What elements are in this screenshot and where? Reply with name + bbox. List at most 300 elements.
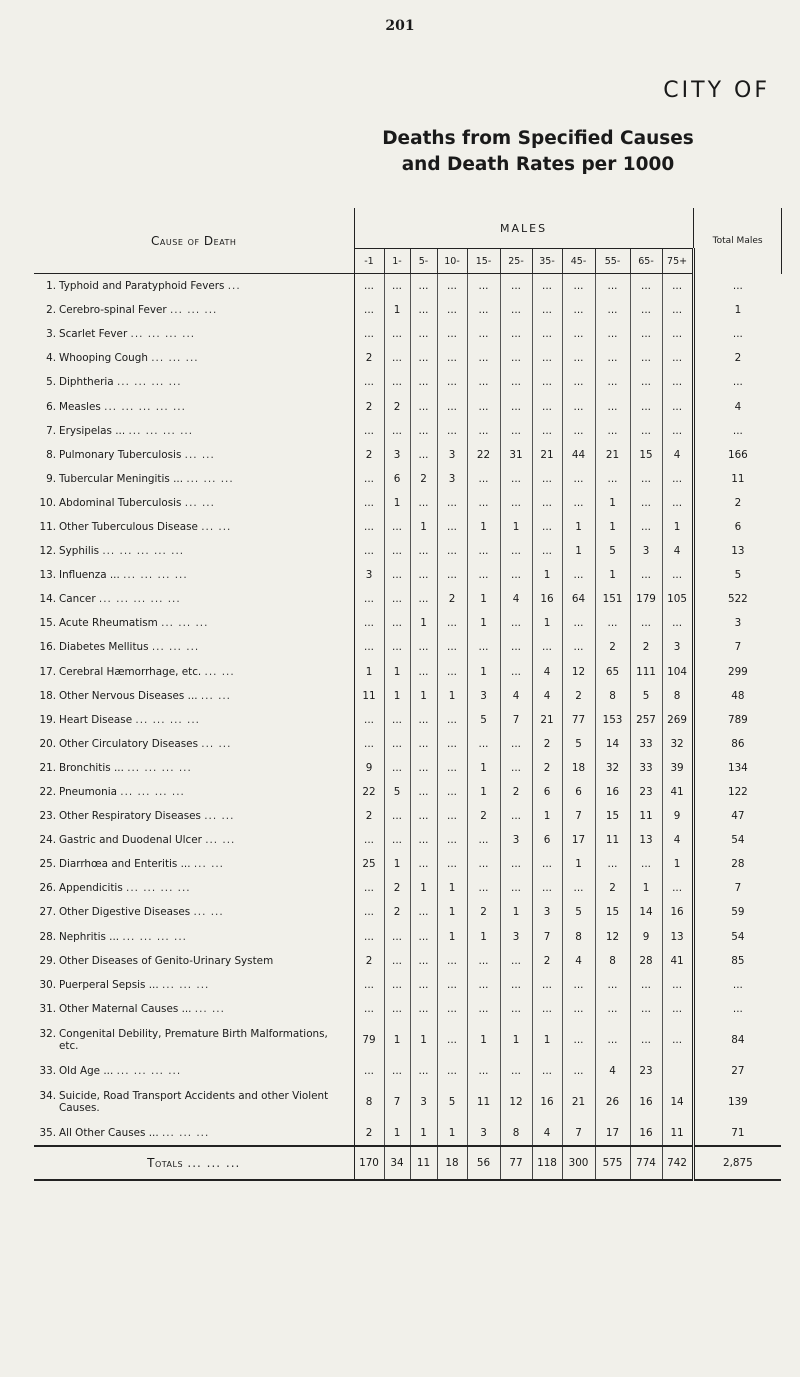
cause-label: Gastric and Duodenal Ulcer <box>59 834 202 847</box>
value-cell: 1 <box>384 298 410 322</box>
cause-label: Influenza ... <box>59 569 120 582</box>
value-cell: ... <box>467 563 500 587</box>
leader-dots: ... ... <box>205 834 236 847</box>
value-cell: ... <box>672 424 683 437</box>
table-row <box>34 708 781 732</box>
value-cell: ... <box>672 1002 683 1015</box>
cause-cell <box>34 274 354 299</box>
value-cell: 2 <box>467 900 500 924</box>
leader-dots: ... ... <box>204 665 235 678</box>
value-cell: 4 <box>562 949 595 973</box>
value-cell <box>662 1059 693 1083</box>
table-row <box>34 563 781 587</box>
value-cell: ... <box>410 780 437 804</box>
cause-label: Pneumonia <box>59 786 117 799</box>
value-cell: ... <box>354 876 384 900</box>
value-cell: ... <box>384 973 410 997</box>
value-cell: 151 <box>595 587 630 611</box>
value-cell: 3 <box>500 925 532 949</box>
value-cell: 33 <box>630 756 662 780</box>
value-cell: 21 <box>532 443 562 467</box>
value-cell: 3 <box>673 641 681 654</box>
value-cell: ... <box>354 611 384 635</box>
age-group-header: 75+ <box>662 249 693 274</box>
table-row <box>34 1021 781 1059</box>
cause-cell <box>34 973 354 997</box>
cause-label: Whooping Cough <box>59 352 148 365</box>
value-cell: ... <box>410 346 437 370</box>
value-cell: ... <box>532 539 562 563</box>
total-cell: 1 <box>693 298 781 322</box>
value-cell: 7 <box>500 708 532 732</box>
value-cell: 16 <box>630 1083 662 1121</box>
value-cell: 1 <box>532 1021 562 1059</box>
cause-cell <box>34 925 354 949</box>
row-number: 7. <box>46 424 56 437</box>
cause-label: Erysipelas ... <box>59 424 126 437</box>
value-cell: ... <box>500 732 532 756</box>
table-row <box>34 756 781 780</box>
cause-cell <box>34 370 354 394</box>
value-cell: 8 <box>595 684 630 708</box>
table-row <box>34 298 781 322</box>
value-cell: ... <box>467 298 500 322</box>
row-number: 1. <box>46 280 56 293</box>
cause-cell <box>34 780 354 804</box>
cause-cell <box>34 900 354 924</box>
value-cell: ... <box>410 370 437 394</box>
value-cell: 11 <box>630 804 662 828</box>
value-cell: ... <box>595 394 630 418</box>
value-cell: ... <box>630 274 662 299</box>
total-cell: 86 <box>693 732 781 756</box>
value-cell: 6 <box>532 828 562 852</box>
value-cell: ... <box>562 876 595 900</box>
value-cell: ... <box>437 611 467 635</box>
value-cell: ... <box>410 900 437 924</box>
value-cell: ... <box>532 322 562 346</box>
value-cell: 16 <box>630 1121 662 1146</box>
value-cell: 1 <box>532 804 562 828</box>
value-cell: ... <box>532 635 562 659</box>
leader-dots: ... ... <box>204 810 235 823</box>
value-cell: 65 <box>595 660 630 684</box>
value-cell: 6 <box>532 780 562 804</box>
value-cell: ... <box>354 973 384 997</box>
leader-dots: ... ... <box>200 689 231 702</box>
value-cell: ... <box>354 274 384 299</box>
cause-cell <box>34 563 354 587</box>
value-cell: ... <box>384 419 410 443</box>
totals-value-cell: 11 <box>410 1146 437 1180</box>
value-cell: ... <box>595 611 630 635</box>
value-cell: 9 <box>630 925 662 949</box>
table-row <box>34 346 781 370</box>
value-cell: 26 <box>595 1083 630 1121</box>
table-row <box>34 852 781 876</box>
leader-dots: ... ... <box>193 858 224 871</box>
value-cell: ... <box>595 467 630 491</box>
value-cell: ... <box>354 587 384 611</box>
value-cell: ... <box>354 515 384 539</box>
row-number: 15. <box>39 617 56 630</box>
cause-of-death-header: Cause of Death <box>34 208 354 274</box>
leader-dots: ... ... ... ... <box>116 376 182 389</box>
value-cell: 12 <box>500 1083 532 1121</box>
value-cell: 14 <box>630 900 662 924</box>
value-cell: ... <box>354 732 384 756</box>
value-cell: ... <box>672 280 683 293</box>
value-cell: 2 <box>532 949 562 973</box>
value-cell: 8 <box>562 925 595 949</box>
value-cell: ... <box>384 756 410 780</box>
value-cell: ... <box>354 997 384 1021</box>
value-cell: ... <box>500 370 532 394</box>
value-cell: ... <box>354 322 384 346</box>
value-cell: ... <box>384 370 410 394</box>
title-line-2: and Death Rates per 1000 <box>401 154 675 175</box>
value-cell: 2 <box>354 394 384 418</box>
cause-cell <box>34 1083 354 1121</box>
value-cell: ... <box>630 346 662 370</box>
total-cell: 3 <box>693 611 781 635</box>
value-cell: 2 <box>532 756 562 780</box>
value-cell: 13 <box>630 828 662 852</box>
row-number: 19. <box>39 713 56 726</box>
cause-label: Other Circulatory Diseases <box>59 737 198 750</box>
value-cell: ... <box>384 925 410 949</box>
value-cell: 1 <box>467 756 500 780</box>
value-cell: ... <box>630 419 662 443</box>
cause-cell <box>34 587 354 611</box>
value-cell: 11 <box>354 684 384 708</box>
value-cell: ... <box>437 539 467 563</box>
value-cell: ... <box>410 973 437 997</box>
value-cell: 1 <box>410 876 437 900</box>
row-number: 18. <box>39 689 56 702</box>
total-cell: 28 <box>693 852 781 876</box>
value-cell: 1 <box>630 876 662 900</box>
total-cell: 13 <box>693 539 781 563</box>
value-cell: ... <box>630 515 662 539</box>
cause-cell <box>34 419 354 443</box>
value-cell: ... <box>410 732 437 756</box>
row-number: 35. <box>39 1127 56 1140</box>
value-cell: 39 <box>670 761 684 774</box>
value-cell: ... <box>354 1059 384 1083</box>
value-cell: ... <box>672 978 683 991</box>
value-cell: 1 <box>384 1021 410 1059</box>
leader-dots: ... ... <box>201 520 232 533</box>
value-cell: 15 <box>595 900 630 924</box>
value-cell: 1 <box>384 1121 410 1146</box>
value-cell: ... <box>630 1021 662 1059</box>
value-cell: 28 <box>630 949 662 973</box>
value-cell: ... <box>562 346 595 370</box>
value-cell: 2 <box>384 876 410 900</box>
leader-dots: ... ... <box>184 448 215 461</box>
value-cell: ... <box>384 515 410 539</box>
cause-cell <box>34 298 354 322</box>
cause-cell <box>34 828 354 852</box>
value-cell: ... <box>354 539 384 563</box>
value-cell: ... <box>562 491 595 515</box>
value-cell: 12 <box>562 660 595 684</box>
value-cell: 8 <box>673 689 681 702</box>
row-number: 5. <box>46 376 56 389</box>
row-number: 11. <box>39 520 56 533</box>
value-cell: ... <box>410 298 437 322</box>
total-cell: 299 <box>693 660 781 684</box>
cause-cell <box>34 322 354 346</box>
totals-label-cell <box>34 1146 354 1180</box>
value-cell: ... <box>500 539 532 563</box>
total-cell: 7 <box>693 635 781 659</box>
value-cell: ... <box>672 352 683 365</box>
value-cell: ... <box>467 876 500 900</box>
value-cell: ... <box>410 322 437 346</box>
leader-dots: ... ... ... <box>151 641 200 654</box>
value-cell: 1 <box>500 515 532 539</box>
value-cell: ... <box>437 780 467 804</box>
value-cell: 21 <box>532 708 562 732</box>
value-cell: 1 <box>410 1121 437 1146</box>
value-cell: 1 <box>595 563 630 587</box>
value-cell: ... <box>630 298 662 322</box>
cause-label: Puerperal Sepsis ... <box>59 978 159 991</box>
value-cell: 2 <box>595 635 630 659</box>
value-cell: ... <box>500 394 532 418</box>
cause-label: Cerebral Hæmorrhage, etc. <box>59 665 202 678</box>
total-cell: 7 <box>693 876 781 900</box>
age-group-header: 35- <box>532 249 562 274</box>
page-number: 201 <box>385 18 415 34</box>
value-cell: ... <box>500 563 532 587</box>
leader-dots: ... ... <box>194 1002 225 1015</box>
cause-label: Appendicitis <box>59 882 123 895</box>
value-cell: ... <box>467 1059 500 1083</box>
row-number: 25. <box>39 858 56 871</box>
leader-dots: ... ... ... <box>186 472 234 485</box>
value-cell: 1 <box>384 491 410 515</box>
value-cell: ... <box>410 925 437 949</box>
value-cell: 41 <box>670 786 684 799</box>
value-cell: ... <box>467 949 500 973</box>
value-cell: 1 <box>467 515 500 539</box>
leader-dots: ... <box>227 280 241 293</box>
value-cell: ... <box>630 973 662 997</box>
value-cell: ... <box>500 491 532 515</box>
value-cell: ... <box>384 346 410 370</box>
page-title <box>288 126 788 178</box>
value-cell: ... <box>384 1059 410 1083</box>
value-cell: ... <box>354 419 384 443</box>
males-header: MALES <box>354 208 693 249</box>
table-row <box>34 322 781 346</box>
total-cell: 27 <box>693 1059 781 1083</box>
row-number: 9. <box>46 472 56 485</box>
cause-cell <box>34 491 354 515</box>
value-cell: 3 <box>354 563 384 587</box>
total-cell: 47 <box>693 804 781 828</box>
value-cell: 31 <box>500 443 532 467</box>
value-cell: ... <box>384 539 410 563</box>
value-cell: 64 <box>562 587 595 611</box>
cause-label: Nephritis ... <box>59 930 120 943</box>
value-cell: ... <box>562 274 595 299</box>
cause-cell <box>34 1121 354 1146</box>
value-cell: 3 <box>437 443 467 467</box>
value-cell: ... <box>500 419 532 443</box>
value-cell: ... <box>630 997 662 1021</box>
value-cell: ... <box>630 611 662 635</box>
totals-label: Totals <box>147 1156 184 1171</box>
value-cell: ... <box>354 828 384 852</box>
value-cell: ... <box>437 394 467 418</box>
table-row <box>34 467 781 491</box>
value-cell: 44 <box>562 443 595 467</box>
value-cell: ... <box>630 563 662 587</box>
value-cell: ... <box>562 563 595 587</box>
value-cell: ... <box>562 370 595 394</box>
value-cell: 3 <box>467 1121 500 1146</box>
value-cell: ... <box>630 370 662 394</box>
value-cell: ... <box>437 322 467 346</box>
cause-cell <box>34 346 354 370</box>
value-cell: 104 <box>667 665 687 678</box>
value-cell: ... <box>410 852 437 876</box>
cause-label: Heart Disease <box>59 713 133 726</box>
value-cell: 111 <box>630 660 662 684</box>
cause-label: Scarlet Fever <box>59 328 128 341</box>
value-cell: ... <box>630 394 662 418</box>
value-cell: 13 <box>670 930 684 943</box>
value-cell: 8 <box>354 1083 384 1121</box>
value-cell: ... <box>384 997 410 1021</box>
value-cell: ... <box>595 973 630 997</box>
value-cell: 1 <box>467 587 500 611</box>
value-cell: 2 <box>595 876 630 900</box>
value-cell: 3 <box>384 443 410 467</box>
value-cell: 1 <box>673 520 681 533</box>
value-cell: ... <box>595 852 630 876</box>
value-cell: ... <box>437 852 467 876</box>
leader-dots: ... ... <box>193 906 224 919</box>
value-cell: 1 <box>467 611 500 635</box>
value-cell: 1 <box>384 684 410 708</box>
cause-label: Diarrhœa and Enteritis ... <box>59 858 191 871</box>
value-cell: 1 <box>410 684 437 708</box>
value-cell: ... <box>410 1059 437 1083</box>
total-cell: 6 <box>693 515 781 539</box>
value-cell: ... <box>437 949 467 973</box>
value-cell: ... <box>500 322 532 346</box>
totals-value-cell: 18 <box>437 1146 467 1180</box>
leader-dots: ... ... ... <box>151 352 199 365</box>
value-cell: 1 <box>437 925 467 949</box>
cause-label: Other Tuberculous Disease <box>59 520 198 533</box>
value-cell: 1 <box>562 852 595 876</box>
row-number: 23. <box>39 810 56 823</box>
cause-label: Typhoid and Paratyphoid Fevers <box>59 280 225 293</box>
value-cell: 21 <box>562 1083 595 1121</box>
cause-cell <box>34 635 354 659</box>
value-cell: 269 <box>667 713 687 726</box>
value-cell: 15 <box>630 443 662 467</box>
value-cell: 16 <box>595 780 630 804</box>
value-cell: 77 <box>562 708 595 732</box>
leader-dots: ... ... ... <box>170 304 218 317</box>
deaths-table <box>34 208 782 1181</box>
leader-dots: ... ... ... ... ... <box>98 593 181 606</box>
value-cell: 4 <box>500 684 532 708</box>
row-number: 24. <box>39 834 56 847</box>
value-cell: ... <box>410 756 437 780</box>
cause-cell <box>34 876 354 900</box>
value-cell: 1 <box>467 1021 500 1059</box>
value-cell: 4 <box>500 587 532 611</box>
value-cell: 1 <box>354 660 384 684</box>
table-row <box>34 394 781 418</box>
cause-label: Other Digestive Diseases <box>59 906 191 919</box>
value-cell: ... <box>562 322 595 346</box>
totals-value-cell: 300 <box>562 1146 595 1180</box>
value-cell: ... <box>500 274 532 299</box>
value-cell: 8 <box>500 1121 532 1146</box>
age-group-header: 1- <box>384 249 410 274</box>
total-cell: ... <box>693 419 781 443</box>
value-cell: 2 <box>630 635 662 659</box>
cause-label: Suicide, Road Transport Accidents and other Violent Causes. <box>59 1090 329 1114</box>
value-cell: ... <box>500 635 532 659</box>
value-cell: 16 <box>670 906 684 919</box>
value-cell: 15 <box>595 804 630 828</box>
cause-cell <box>34 1021 354 1059</box>
row-number: 27. <box>39 906 56 919</box>
value-cell: 2 <box>500 780 532 804</box>
leader-dots: ... ... ... ... <box>130 328 196 341</box>
value-cell: ... <box>672 569 683 582</box>
value-cell: ... <box>595 997 630 1021</box>
table-row <box>34 660 781 684</box>
value-cell: ... <box>384 611 410 635</box>
value-cell: ... <box>410 491 437 515</box>
value-cell: 1 <box>595 491 630 515</box>
total-cell: 54 <box>693 925 781 949</box>
value-cell: ... <box>562 997 595 1021</box>
value-cell: 4 <box>532 660 562 684</box>
cause-cell <box>34 611 354 635</box>
value-cell: ... <box>384 587 410 611</box>
value-cell: 11 <box>595 828 630 852</box>
value-cell: ... <box>500 1059 532 1083</box>
value-cell: ... <box>562 1021 595 1059</box>
cause-label: Other Nervous Diseases ... <box>59 689 198 702</box>
value-cell: 1 <box>467 780 500 804</box>
value-cell: ... <box>532 419 562 443</box>
cause-label: Congenital Debility, Premature Birth Malformations, etc. <box>59 1027 328 1052</box>
leader-dots: ... ... ... ... <box>116 1064 182 1077</box>
value-cell: 8 <box>595 949 630 973</box>
value-cell: 105 <box>667 593 687 606</box>
table-row <box>34 443 781 467</box>
value-cell: 18 <box>562 756 595 780</box>
value-cell: ... <box>437 997 467 1021</box>
value-cell: 1 <box>410 611 437 635</box>
value-cell: ... <box>437 298 467 322</box>
value-cell: ... <box>467 394 500 418</box>
value-cell: ... <box>532 1059 562 1083</box>
